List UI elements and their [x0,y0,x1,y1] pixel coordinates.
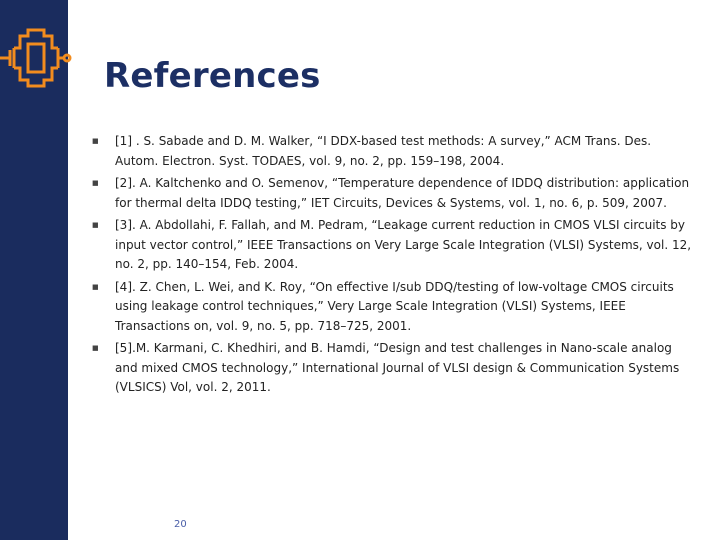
circuit-logo-icon [0,22,72,94]
bullet-square-icon: ■ [92,137,99,145]
reference-text: [1] . S. Sabade and D. M. Walker, “I DDX-based test methods: A survey,” ACM Trans. Des. Autom. Electron. Syst. TODAES, vol. 9, no. 2, pp. 159–198, 2004. [115,134,652,168]
page-number: 20 [174,519,187,530]
reference-text: [4]. Z. Chen, L. Wei, and K. Roy, “On effective I/sub DDQ/testing of low-voltage CMOS circuits using leakage control techniques,” Very Large Scale Integration (VLSI) Systems, IEEE Transactions on, vol. 9, no. 5, pp. 718–725, 2001. [115,279,674,333]
reference-text: [3]. A. Abdollahi, F. Fallah, and M. Pedram, “Leakage current reduction in CMOS VLSI circuits by input vector control,” IEEE Transactions on Very Large Scale Integration (VLSI) Systems, vol. 12, no. 2, pp. 140–154, Feb. 2004. [115,218,692,271]
reference-text: [5].M. Karmani, C. Khedhiri, and B. Hamdi, “Design and test challenges in Nano-scale analog and mixed CMOS technology,” International Journal of VLSI design & Communication Systems (VLSICS) Vol, vol. 2, 2011. [115,341,680,394]
bullet-square-icon: ■ [92,179,99,187]
bullet-square-icon: ■ [92,282,99,291]
reference-item [92,174,692,213]
reference-item [92,278,692,337]
slide-title: References [104,56,321,96]
references-list [92,132,692,401]
bullet-square-icon: ■ [92,344,99,352]
reference-text: [2]. A. Kaltchenko and O. Semenov, “Temperature dependence of IDDQ distribution: application for thermal delta IDDQ testing,” IET Circuits, Devices & Systems, vol. 1, no. 6, p. 509, 2007. [115,176,690,210]
reference-item [92,216,692,275]
bullet-square-icon: ■ [92,221,99,229]
reference-item [92,132,692,171]
reference-item [92,339,692,398]
